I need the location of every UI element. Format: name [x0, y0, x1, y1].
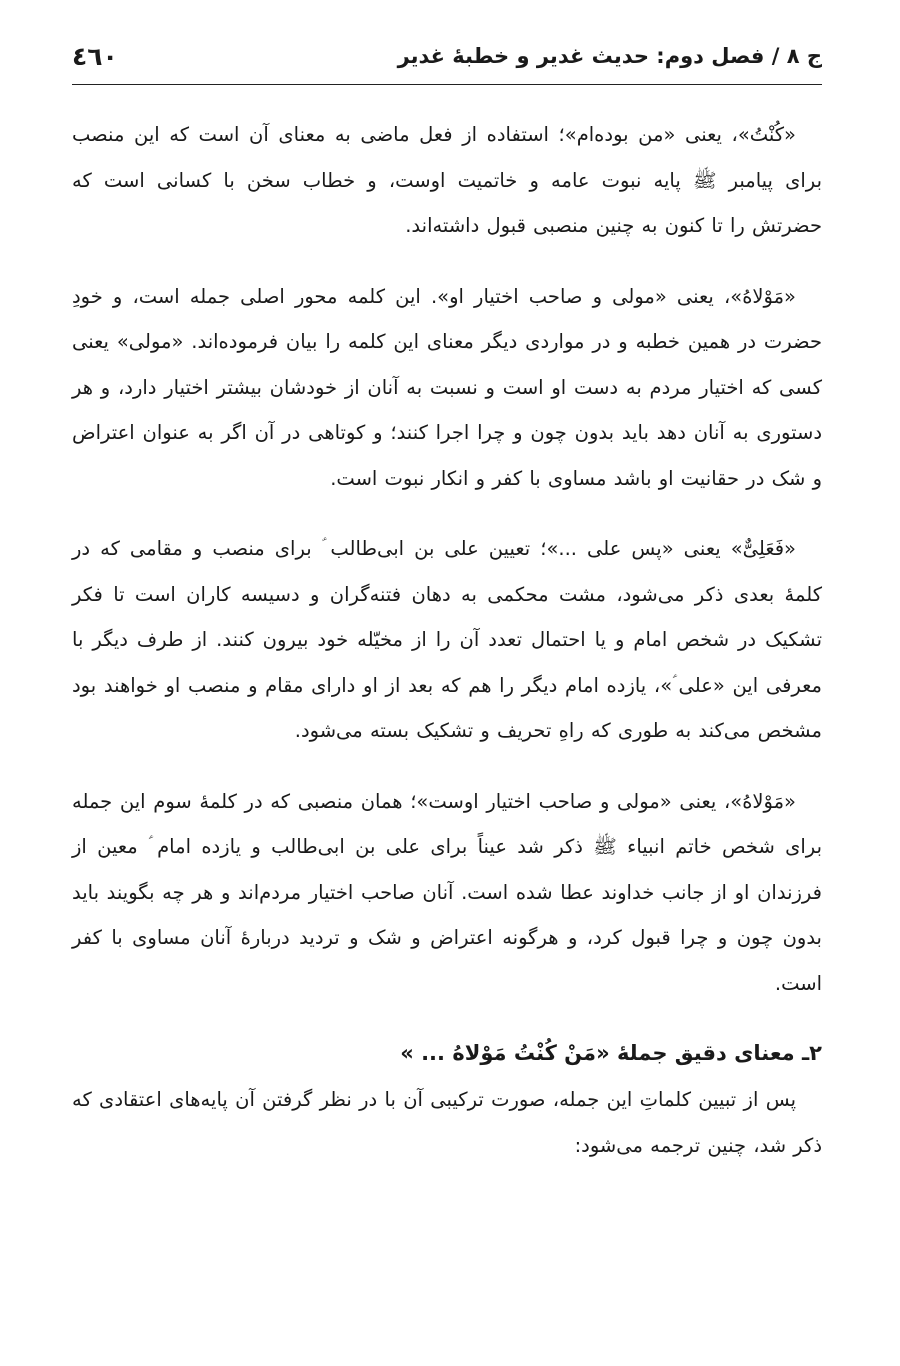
page-number: ٤٦٠ — [72, 41, 118, 71]
paragraph-mawlahu-first: «مَوْلاهُ»، یعنی «مولی و صاحب اختیار او». این کلمه محور اصلی جمله است، و خودِ حضرت در همین خطبه و در مواردی دیگر معنای این کلمه را بیان فرموده‌اند. «مولی» یعنی کسی که اختیار مردم به دست او است و نسبت به آنان از خودشان بیشتر اختیار دارد، و هر دستوری به آنان دهد باید بدون چون و چرا اجرا کنند؛ و کوتاهی در آن اگر به عنوان اعتراض و شک در حقانیت او باشد مساوی با کفر و انکار نبوت است. — [72, 284, 822, 490]
section-heading: ۲ـ معنای دقیق جملۀ «مَنْ کُنْتُ مَوْلاهُ ... » — [400, 1041, 822, 1065]
page-header — [72, 34, 822, 78]
running-title: ج ٨ / فصل دوم: حدیث غدیر و خطبۀ غدیر — [397, 44, 822, 68]
page-body — [72, 112, 822, 1193]
paragraph-final: پس از تبیین کلماتِ این جمله، صورت ترکیبی آن با در نظر گرفتن آن پایه‌های اعتقادی که ذکر شد، چنین ترجمه می‌شود: — [72, 1088, 822, 1157]
paragraph-mawlahu-second: «مَوْلاهُ»، یعنی «مولی و صاحب اختیار اوست»؛ همان منصبی که در کلمۀ سوم این جمله برای شخص خاتم انبیاء ﷺ ذکر شد عیناً برای علی بن ابی‌طالب و یازده امام ؑ معین از فرزندان او از جانب خداوند عطا شده است. آنان صاحب اختیار مردم‌اند و هر چه بگویند باید بدون چون و چرا قبول کرد، و هرگونه اعتراض و شک و تردید دربارۀ آنان مساوی با کفر است. — [72, 789, 822, 995]
paragraph-kuntu: «کُنْتُ»، یعنی «من بوده‌ام»؛ استفاده از فعل ماضی به معنای آن است که این منصب برای پیامبر ﷺ پایه نبوت عامه و خاتمیت اوست، و خطاب سخن با کسانی است که حضرتش را تا کنون به چنین منصبی قبول داشته‌اند. — [72, 123, 822, 237]
paragraph-faali: «فَعَلِیٌّ» یعنی «پس علی ...»؛ تعیین علی بن ابی‌طالب ؑ برای منصب و مقامی که در کلمۀ بعدی ذکر می‌شود، مشت محکمی به دهان فتنه‌گران و دسیسه کاران است تا فکر تشکیک در شخص امام و یا احتمال تعدد آن را از مخیّله خود بیرون کنند. از طرف دیگر با معرفی این «علی ؑ»، یازده امام دیگر را هم که بعد از او دارای مقام و منصب او خواهند بود مشخص می‌کند به طوری که راهِ تحریف و تشکیک بسته می‌شود. — [72, 537, 822, 742]
header-divider — [72, 84, 822, 85]
